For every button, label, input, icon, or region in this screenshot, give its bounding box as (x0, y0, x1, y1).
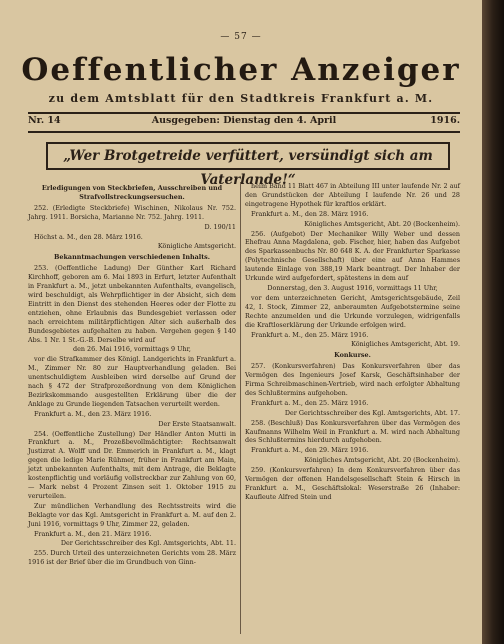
slogan-banner: „Wer Brotgetreide verfüttert, versündigt sich am Vaterlande!“ (46, 142, 450, 170)
paragraph: 258. (Beschluß) Das Konkursverfahren über das Vermögen des Kaufmanns Wilhelm Weil in Frankfurt a. M. wird nach Abhaltung des Schlußtermins hierdurch aufgehoben. (245, 418, 460, 445)
paragraph: Frankfurt a. M., den 28. März 1916. (251, 209, 369, 218)
paragraph: vor die Strafkammer des Königl. Landgerichts in Frankfurt a. M., Zimmer Nr. 80 zur Hauptverhandlung geladen. Bei unentschuldigtem Ausbleiben wird derselbe auf Grund der nach § 472 der Strafprozeßordnung von dem Königlichen Bezirkskommando ausgestellten Erklärung über die der Anklage zu Grunde liegenden Tatsachen verurteilt werden. (28, 355, 236, 408)
issue-info (28, 115, 460, 129)
signature-line: Der Gerichtsschreiber des Kgl. Amtsgerichts, Abt. 11. (60, 539, 236, 548)
signature-line: Königliches Amtsgericht, Abt. 20 (Bockenheim). (304, 219, 460, 228)
bottom-rule (28, 131, 460, 133)
paragraph: Frankfurt a. M., den 21. März 1916. (34, 529, 152, 538)
paragraph: heim Band 11 Blatt 467 in Abteilung III unter laufende Nr. 2 auf den Grundstücken der Abteilung I laufende Nr. 26 und 28 eingetragene Hypothek für kraftlos erklärt. (245, 182, 460, 208)
right-column (245, 182, 460, 503)
section-heading: Erledigungen von Steckbriefen, Ausschreiben und Strafvollstreckungsersuchen. (41, 184, 223, 201)
paragraph: Höchst a. M., den 28. März 1916. (34, 232, 143, 241)
left-column (28, 182, 236, 568)
issue-date: Ausgegeben: Dienstag den 4. April (151, 115, 337, 126)
paragraph: 255. Durch Urteil des unterzeichneten Gerichts vom 28. März 1916 ist der Brief über die im Grundbuch von Ginn- (28, 549, 236, 567)
paragraph: vor dem unterzeichneten Gericht, Amtsgerichtsgebäude, Zeil 42, I. Stock, Zimmer 22, anberaumten Aufgebotstermine seine Rechte anzumelden und die Urkunde vorzulegen, widrigenfalls die Kraftloserklärung der Urkunde erfolgen wird. (245, 293, 460, 329)
paragraph: 252. (Erledigte Steckbriefe) Wischinen, Nikolaus Nr. 752. Jahrg. 1911. Borsicha, Marianne Nr. 752. Jahrg. 1911. (28, 203, 236, 221)
paragraph: 259. (Konkursverfahren) In dem Konkursverfahren über das Vermögen der offenen Handelsgesellschaft Stein & Hirsch in Frankfurt a. M., Geschäftslokal: Weserstraße 26 (Inhaber: Kaufleute Alfred Stein und (245, 466, 460, 501)
paragraph: 253. (Oeffentliche Ladung) Der Günther Karl Richard Kirchhoff, geboren am 6. Mai 1893 in Erfurt, letzter Aufenthalt in Frankfurt a. M., jetzt unbekannten Aufenthalts, evangelisch, wird beschuldigt, als Wehrpflichtiger in der Absicht, sich dem Eintritt in den Dienst des stehenden Heeres oder der Flotte zu entziehen, ohne Erlaubnis das Bundesgebiet verlassen oder nach erreichtem militärpflichtigen Alter sich außerhalb des Bundesgebietes aufgehalten zu haben. Vergehen gegen § 140 Abs. 1 Nr. 1 St.-G.-B. Derselbe wird auf (28, 264, 236, 344)
paragraph: 257. (Konkursverfahren) Das Konkursverfahren über das Vermögen des Ingenieurs Josef Karsk, Geschäftsinhaber der Firma Schreibmaschinen-Vertrieb, wird nach erfolgter Abhaltung des Schlußtermins aufgehoben. (245, 362, 460, 397)
section-heading: Konkurse. (334, 351, 371, 360)
signature-line: Der Gerichtsschreiber des Kgl. Amtsgerichts, Abt. 17. (284, 408, 460, 417)
paragraph: Frankfurt a. M., den 23. März 1916. (34, 409, 152, 418)
paragraph: Frankfurt a. M., den 25. März 1916. (251, 398, 369, 407)
paragraph: Frankfurt a. M., den 29. März 1916. (251, 446, 369, 455)
paragraph: 256. (Aufgebot) Der Mechaniker Willy Weber und dessen Ehefrau Anna Magdalena, geb. Fischer, hier, haben das Aufgebot des Sparkassenbuchs Nr. 80 648 K. A. der Frankfurter Sparkasse (Polytechnische Gesellschaft) über eine auf Anna Hammes lautende Einlage von 388,19 Mark beantragt. Der Inhaber der Urkunde wird aufgefordert, spätestens in dem auf (245, 229, 460, 283)
top-rule (28, 112, 460, 114)
section-heading: Bekanntmachungen verschiedenen Inhalts. (54, 253, 210, 262)
paragraph: Frankfurt a. M., den 25. März 1916. (251, 330, 369, 339)
masthead-title: Oeffentlicher Anzeiger (21, 52, 461, 88)
signature-line: Königliches Amtsgericht, Abt. 19. (351, 340, 460, 349)
signature-line: D. 190/11 (204, 222, 236, 231)
page-number: — 57 — (220, 32, 262, 42)
paragraph: den 26. Mai 1916, vormittags 9 Uhr, (73, 345, 191, 354)
signature-line: Der Erste Staatsanwalt. (158, 419, 236, 428)
paragraph: Zur mündlichen Verhandlung des Rechtsstreits wird die Beklagte vor das Kgl. Amtsgericht in Frankfurt a. M. auf den 2. Juni 1916, vormittags 9 Uhr, Zimmer 22, geladen. (28, 501, 236, 528)
signature-line: Königliches Amtsgericht, Abt. 20 (Bockenheim). (304, 456, 460, 465)
book-spine-edge (482, 0, 504, 644)
paragraph: 254. (Oeffentliche Zustellung) Der Händler Anton Mutti in Frankfurt a. M., Prozeßbevollmächtigter: Rechtsanwalt Justizrat A. Wolff und Dr. Emmerich in Frankfurt a. M., klagt gegen die ledige Marie Rühmer, früher in Frankfurt am Main, jetzt unbekannten Aufenthalts, mit dem Antrage, die Beklagte kostenpflichtig und vorläufig vollstreckbar zur Zahlung von 60,— Mark nebst 4 Prozent Zinsen seit 1. Oktober 1915 zu verurteilen. (28, 429, 236, 500)
paragraph: Donnerstag, den 3. August 1916, vormittags 11 Uhr, (267, 283, 438, 292)
issue-number: Nr. 14 (28, 115, 61, 126)
signature-line: Königliche Amtsgericht. (157, 242, 236, 251)
column-divider (240, 182, 241, 634)
masthead-subtitle: zu dem Amtsblatt für den Stadtkreis Frankfurt a. M. (48, 92, 434, 105)
issue-year: 1916. (430, 115, 460, 126)
